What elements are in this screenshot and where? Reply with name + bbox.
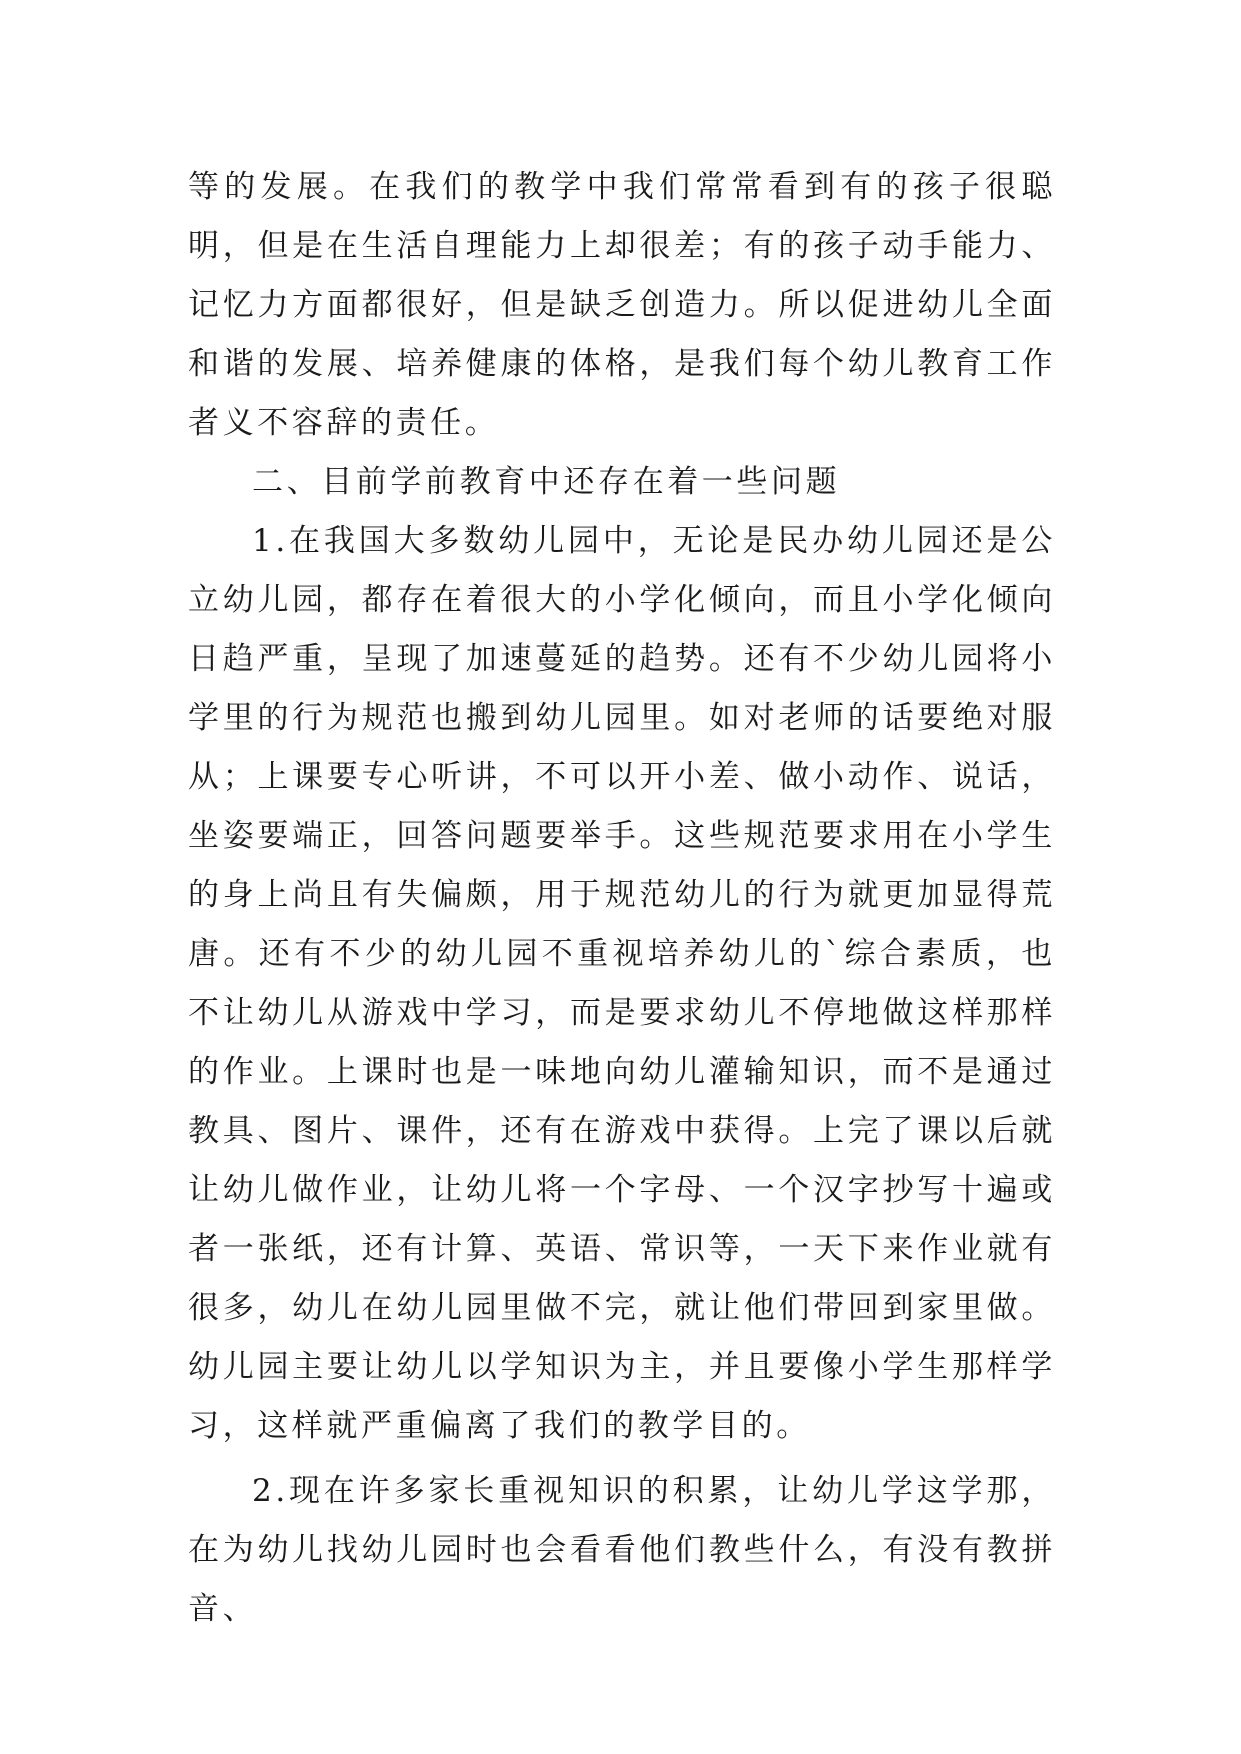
paragraph-point-2: 2.现在许多家长重视知识的积累，让幼儿学这学那，在为幼儿找幼儿园时也会看看他们教些什么，有没有教拼音、 (188, 1473, 1056, 1627)
section-heading: 二、目前学前教育中还存在着一些问题 (252, 464, 841, 500)
paragraph-continuation: 等的发展。在我们的教学中我们常常看到有的孩子很聪明，但是在生活自理能力上却很差；有的孩子动手能力、记忆力方面都很好，但是缺乏创造力。所以促进幼儿全面和谐的发展、培养健康的体格，是我们每个幼儿教育工作者义不容辞的责任。 (188, 169, 1056, 441)
paragraph-point-1: 1.在我国大多数幼儿园中，无论是民办幼儿园还是公立幼儿园，都存在着很大的小学化倾向，而且小学化倾向日趋严重，呈现了加速蔓延的趋势。还有不少幼儿园将小学里的行为规范也搬到幼儿园里。如对老师的话要绝对服从；上课要专心听讲，不可以开小差、做小动作、说话，坐姿要端正，回答问题要举手。这些规范要求用在小学生的身上尚且有失偏颇，用于规范幼儿的行为就更加显得荒唐。还有不少的幼儿园不重视培养幼儿的`综合素质，也不让幼儿从游戏中学习，而是要求幼儿不停地做这样那样的作业。上课时也是一味地向幼儿灌输知识，而不是通过教具、图片、课件，还有在游戏中获得。上完了课以后就让幼儿做作业，让幼儿将一个字母、一个汉字抄写十遍或者一张纸，还有计算、英语、常识等，一天下来作业就有很多，幼儿在幼儿园里做不完，就让他们带回到家里做。幼儿园主要让幼儿以学知识为主，并且要像小学生那样学习，这样就严重偏离了我们的教学目的。 (188, 523, 1056, 1444)
document-body (188, 158, 1056, 1639)
